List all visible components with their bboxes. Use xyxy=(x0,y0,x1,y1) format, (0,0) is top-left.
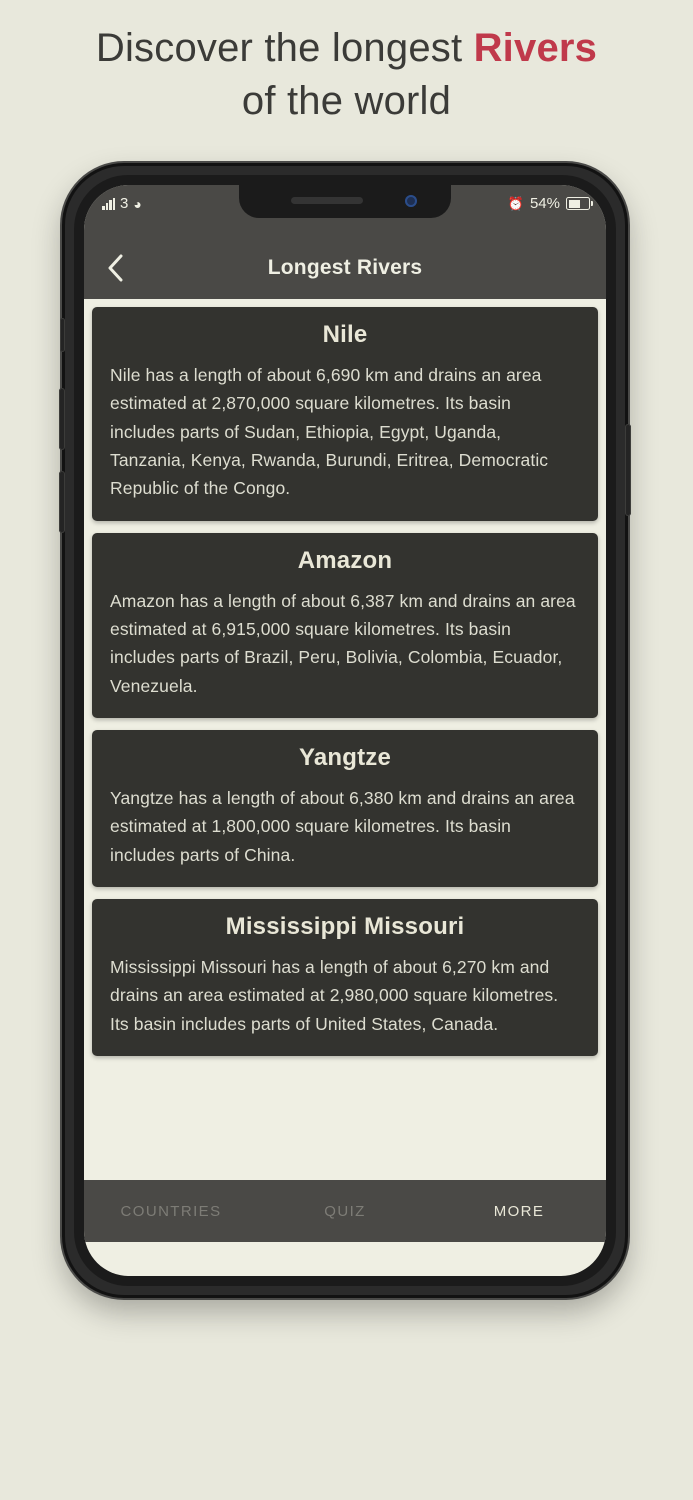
river-description: Amazon has a length of about 6,387 km and drains an area estimated at 6,915,000 square kilometres. Its basin includes parts of Brazil, Peru, Bolivia, Colombia, Ecuador, Venezuela. xyxy=(110,590,576,696)
battery-icon xyxy=(566,197,590,210)
status-bar xyxy=(84,185,606,237)
power-button[interactable] xyxy=(625,424,631,516)
signal-label: 3 xyxy=(120,195,129,212)
river-description: Mississippi Missouri has a length of about 6,270 km and drains an area estimated at 2,980,000 square kilometres. Its basin includes parts of United States, Canada. xyxy=(110,957,559,1034)
phone-screen xyxy=(84,185,606,1276)
bottom-tab-bar xyxy=(84,1180,606,1242)
list-item[interactable] xyxy=(92,899,598,1056)
tab-countries[interactable]: COUNTRIES xyxy=(120,1202,222,1220)
app-bar xyxy=(84,237,606,299)
chevron-left-icon xyxy=(106,252,126,284)
phone-body xyxy=(62,163,628,1298)
status-bar-right xyxy=(508,195,590,212)
app-bar-title: Longest Rivers xyxy=(267,256,423,279)
earpiece-speaker xyxy=(291,197,363,204)
front-camera-icon xyxy=(405,195,417,207)
river-name: Mississippi Missouri xyxy=(225,913,465,941)
headline-line-2: of the world xyxy=(241,78,452,123)
headline-accent-word: Rivers xyxy=(473,26,598,70)
river-name: Nile xyxy=(322,321,368,348)
river-description: Nile has a length of about 6,690 km and drains an area estimated at 2,870,000 square kilometres. Its basin includes parts of Sudan, Ethiopia, Egypt, Uganda, Tanzania, Kenya, Rwanda, Burundi, Eritrea, Democratic Republic of the Congo. xyxy=(110,365,549,499)
river-list[interactable] xyxy=(84,299,606,1180)
river-description: Yangtze has a length of about 6,380 km and drains an area estimated at 1,800,000 square kilometres. Its basin includes parts of China. xyxy=(110,788,575,865)
phone-mockup xyxy=(62,163,628,1298)
river-name: Amazon xyxy=(297,546,393,574)
list-item[interactable] xyxy=(92,307,598,521)
battery-percent-label: 54% xyxy=(529,195,560,212)
notch xyxy=(239,185,451,218)
wifi-icon: ◕ xyxy=(133,195,142,212)
volume-up-button[interactable] xyxy=(59,388,65,450)
river-name: Yangtze xyxy=(298,744,392,772)
headline-line-1-prefix: Discover the longest xyxy=(95,26,474,70)
status-bar-left xyxy=(102,195,142,212)
list-item[interactable] xyxy=(92,730,598,887)
volume-down-button[interactable] xyxy=(59,471,65,533)
list-item[interactable] xyxy=(92,533,598,718)
signal-bars-icon xyxy=(102,198,115,210)
alarm-icon: ⏰ xyxy=(507,196,524,211)
page-title xyxy=(0,0,693,128)
tab-more[interactable]: MORE xyxy=(493,1202,545,1220)
mute-switch[interactable] xyxy=(60,318,65,352)
back-button[interactable] xyxy=(96,248,136,288)
tab-quiz[interactable]: QUIZ xyxy=(324,1202,366,1220)
